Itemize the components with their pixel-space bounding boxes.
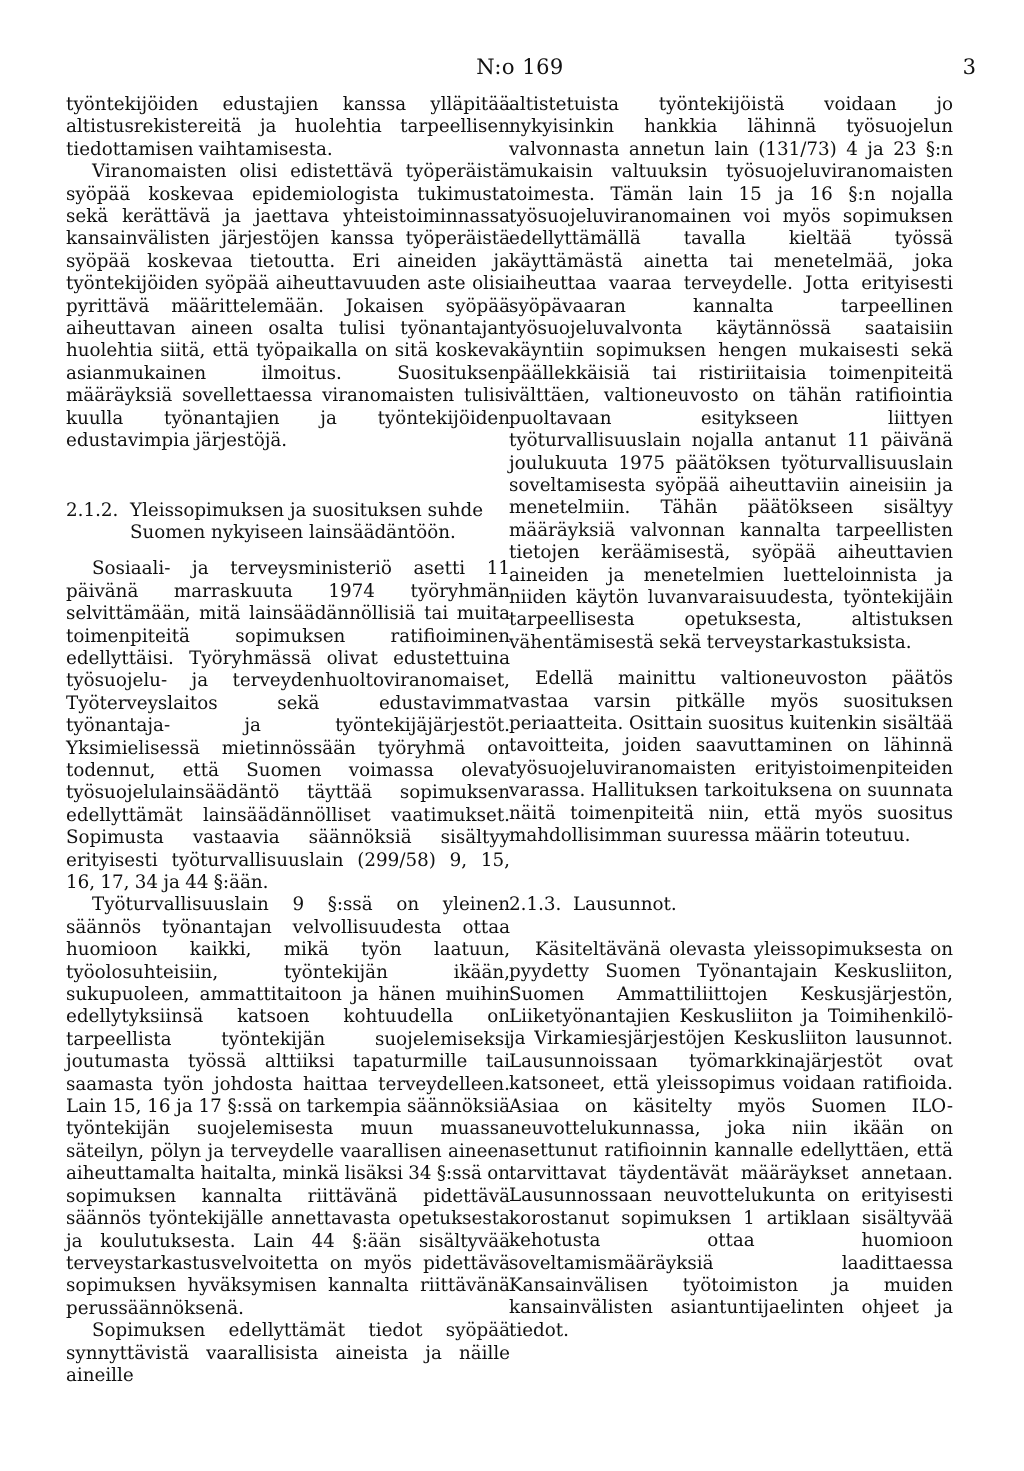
section-heading-2-1-3 bbox=[509, 894, 953, 916]
right-paragraph-1: altistetuista työntekijöistä voidaan jo nykyisinkin hankkia lähinnä työsuojelun valvonnasta annetun lain (131/73) 4 ja 23 §:n mukaisin valtuuksin työsuojeluviranomaisten toimesta. Tämän lain 15 ja 16 §:n nojalla työsuojeluviranomainen voi myös sopimuksen edellyttämällä tavalla kieltää työssä käyttämästä ainetta tai menetelmää, joka aiheuttaa vaaraa terveydelle. Jotta erityisesti syöpävaaran kannalta tarpeellinen työsuojeluvalvonta käytännössä saataisiin käyntiin sopimuksen hengen mukaisesti sekä päällekkäisiä tai ristiriitaisia toimenpiteitä välttäen, valtioneuvosto on tähän ratifiointia puoltavaan esitykseen liittyen työturvallisuuslain nojalla antanut 11 päivänä joulukuuta 1975 päätöksen työturvallisuuslain soveltamisesta syöpää aiheuttaviin aineisiin ja menetelmiin. Tähän päätökseen sisältyy määräyksiä valvonnan kannalta tarpeellisten tietojen keräämisestä, syöpää aiheuttavien aineiden ja menetelmien luetteloinnista ja niiden käytön luvanvaraisuudesta, työntekijäin tarpeellisesta opetuksesta, altistuksen vähentämisestä sekä terveystarkastuksista. bbox=[509, 94, 953, 653]
section-title: Lausunnot. bbox=[573, 894, 677, 916]
section-number: 2.1.2. bbox=[66, 499, 119, 521]
right-paragraph-3: Käsiteltävänä olevasta yleissopimuksesta on pyydetty Suomen Työnantajain Keskusliiton, Suomen Ammattiliittojen Keskusjärjestön, Liiketyönantajien Keskusliiton ja Toimihenkilö- ja Virkamiesjärjestöjen Keskusliiton lausunnot. Lausunnoissaan työmarkkinajärjestöt ovat katsoneet, että yleissopimus voidaan ratifioida. Asiaa on käsitelty myös Suomen ILO-neuvottelukunnassa, joka niin ikään on asettunut ratifioinnin kannalle edellyttäen, että tarvittavat täydentävät määräykset annetaan. Lausunnossaan neuvottelukunta on erityisesti korostanut sopimuksen 1 artiklaan sisältyvää kehotusta ottaa huomioon soveltamismääräyksiä laadittaessa Kansainvälisen työtoimiston ja muiden kansainvälisten asiantuntijaelinten ohjeet ja tiedot. bbox=[509, 938, 953, 1341]
left-column bbox=[66, 94, 510, 1387]
spacer bbox=[509, 654, 953, 668]
right-column bbox=[509, 94, 953, 1342]
left-paragraph-3: Sosiaali- ja terveysministeriö asetti 11 päivänä marraskuuta 1974 työryhmän selvittämään, mitä lainsäädännöllisiä tai muita toimenpiteitä sopimuksen ratifioiminen edellyttäisi. Työryhmässä olivat edustettuina työsuojelu- ja terveydenhuoltoviranomaiset, Työterveyslaitos sekä edustavimmat työnantaja- ja työntekijäjärjestöt. Yksimielisessä mietinnössään työryhmä on todennut, että Suomen voimassa oleva työsuojelulainsäädäntö täyttää sopimuksen edellyttämät lainsäädännölliset vaatimukset. Sopimusta vastaavia säännöksiä sisältyy erityisesti työturvallisuuslain (299/58) 9, 15, 16, 17, 34 ja 44 §:ään. bbox=[66, 558, 510, 893]
spacer bbox=[66, 453, 510, 500]
left-paragraph-4: Työturvallisuuslain 9 §:ssä on yleinen säännös työnantajan velvollisuudesta ottaa huomioon kaikki, mikä työn laatuun, työolosuhteisiin, työntekijän ikään, sukupuoleen, ammattitaitoon ja hänen muihin edellytyksiinsä katsoen kohtuudella on tarpeellista työntekijän suojelemiseksi joutumasta työssä alttiiksi tapaturmille tai saamasta työn johdosta haittaa terveydelleen. Lain 15, 16 ja 17 §:ssä on tarkempia säännöksiä työntekijän suojelemisesta muun muassa säteilyn, pölyn ja terveydelle vaarallisen aineen aiheuttamalta haitalta, minkä lisäksi 34 §:ssä on sopimuksen kannalta riittävänä pidettävä säännös työntekijälle annettavasta opetuksesta ja koulutuksesta. Lain 44 §:ään sisältyvää terveystarkastusvelvoitetta on myös pidettävä sopimuksen hyväksymisen kannalta riittävänä perussäännöksenä. bbox=[66, 894, 510, 1319]
left-paragraph-5: Sopimuksen edellyttämät tiedot syöpää synnyttävistä vaarallisista aineista ja näille aineille bbox=[66, 1320, 510, 1386]
section-title: Yleissopimuksen ja suosituksen suhde Suomen nykyiseen lainsäädäntöön. bbox=[130, 499, 484, 543]
spacer bbox=[66, 544, 510, 558]
spacer bbox=[509, 847, 953, 894]
page-number: 3 bbox=[962, 55, 976, 79]
page-header-title: N:o 169 bbox=[476, 55, 564, 79]
left-paragraph-1: työntekijöiden edustajien kanssa ylläpitää altistusrekistereitä ja huolehtia tarpeellisen tiedottamisen vaihtamisesta. bbox=[66, 94, 510, 160]
section-heading-2-1-2 bbox=[66, 500, 510, 545]
left-paragraph-2: Viranomaisten olisi edistettävä työperäistä syöpää koskevaa epidemiologista tukimusta sekä kerättävä ja jaettava yhteistoiminnassa kansainvälisten järjestöjen kanssa työperäistä syöpää koskevaa tietoutta. Eri aineiden ja työntekijöiden syöpää aiheuttavuuden aste olisi pyrittävä määrittelemään. Jokaisen syöpää aiheuttavan aineen osalta tulisi työnantajan huolehtia siitä, että työpaikalla on sitä koskeva asianmukainen ilmoitus. Suosituksen määräyksiä sovellettaessa viranomaisten tulisi kuulla työnantajien ja työntekijöiden edustavimpia järjestöjä. bbox=[66, 161, 510, 452]
section-number: 2.1.3. bbox=[509, 894, 562, 916]
right-paragraph-2: Edellä mainittu valtioneuvoston päätös vastaa varsin pitkälle myös suosituksen periaatteita. Osittain suositus kuitenkin sisältää tavoitteita, joiden saavuttaminen on lähinnä työsuojeluviranomaisten erityistoimenpiteiden varassa. Hallituksen tarkoituksena on suunnata näitä toimenpiteitä niin, että myös suositus mahdollisimman suuressa määrin toteutuu. bbox=[509, 668, 953, 846]
spacer bbox=[509, 917, 953, 939]
